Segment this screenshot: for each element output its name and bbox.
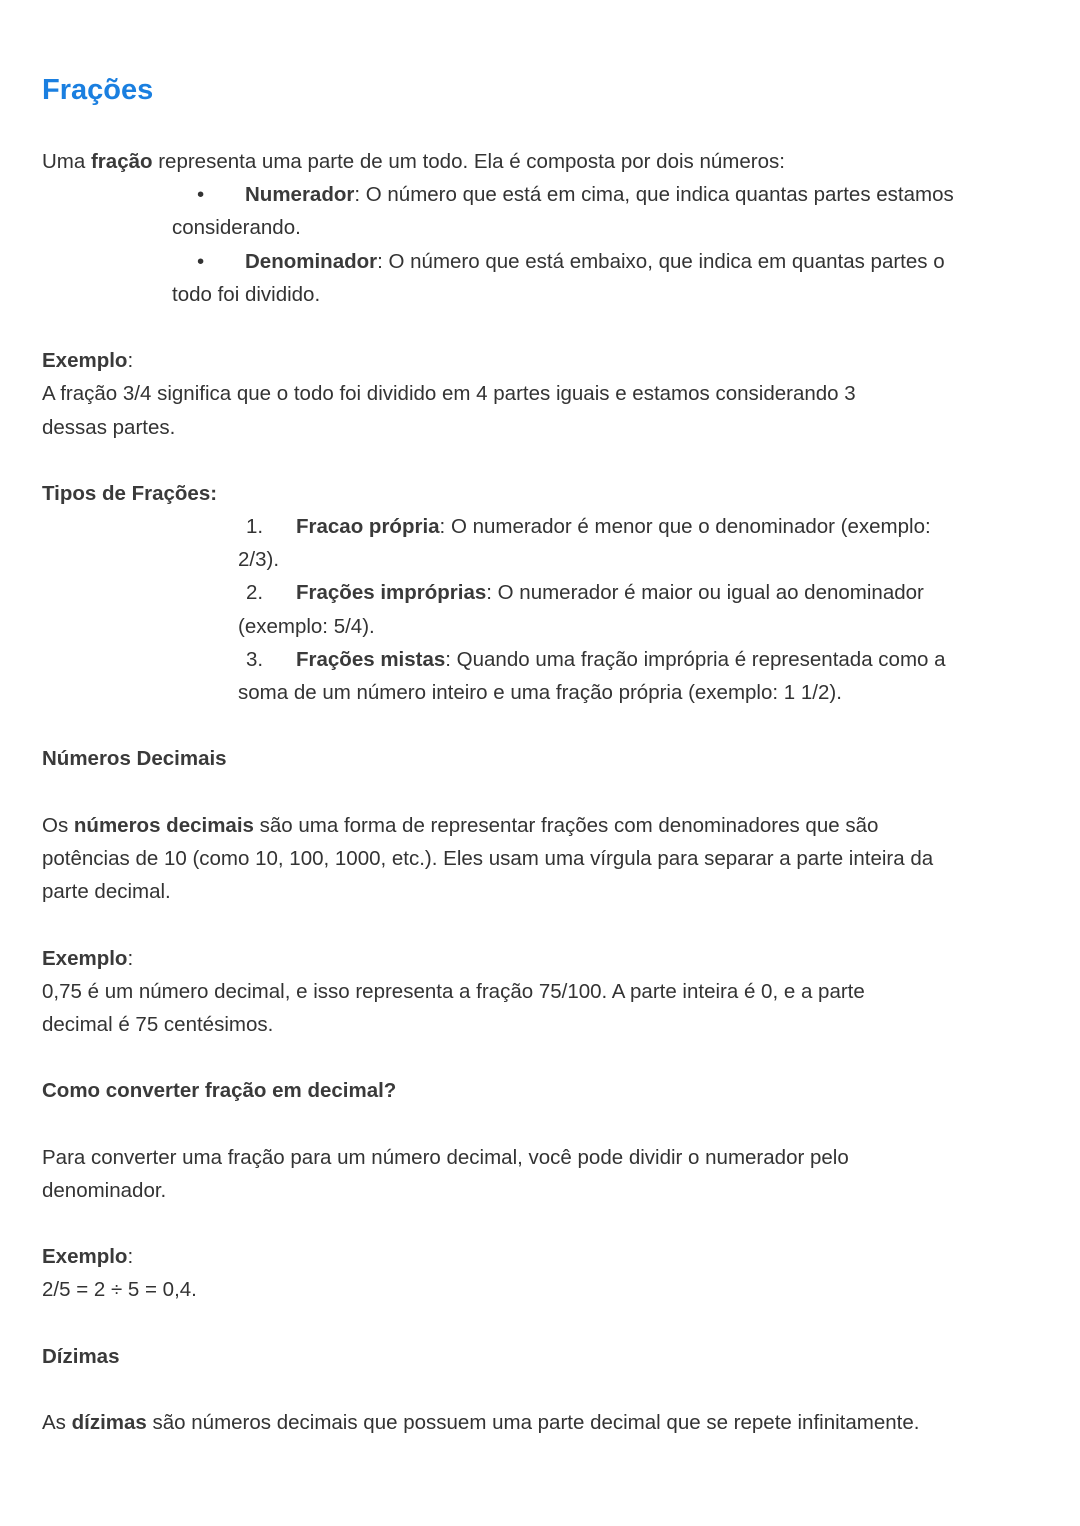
intro-text: Uma bbox=[42, 150, 91, 173]
example-text: dessas partes. bbox=[42, 415, 176, 439]
list-continuation: 2/3). bbox=[238, 548, 280, 572]
list-text: : O numerador é menor que o denominador (exemplo: bbox=[439, 515, 931, 539]
example-label: Exemplo bbox=[42, 946, 128, 970]
decimals-heading: Números Decimais bbox=[42, 747, 227, 771]
colon: : bbox=[127, 946, 134, 970]
bullet-item-denominador bbox=[42, 245, 1050, 278]
example-label: Exemplo bbox=[42, 349, 128, 373]
convert-text: denominador. bbox=[42, 1178, 167, 1202]
example-heading bbox=[42, 1240, 1050, 1273]
list-number: 1. bbox=[246, 515, 264, 539]
bullet-continuation: considerando. bbox=[172, 216, 301, 240]
list-continuation: soma de um número inteiro e uma fração própria (exemplo: 1 1/2). bbox=[238, 681, 842, 704]
list-text: : O numerador é maior ou igual ao denominador bbox=[486, 581, 924, 605]
bullet-label: Denominador bbox=[245, 249, 378, 273]
dizimas-paragraph bbox=[42, 1406, 1050, 1439]
bullet-text: : O número que está em cima, que indica quantas partes estamos bbox=[354, 183, 954, 207]
text: As bbox=[42, 1411, 72, 1435]
list-item bbox=[42, 643, 1050, 676]
list-label: Frações impróprias bbox=[296, 581, 487, 605]
example-text: decimal é 75 centésimos. bbox=[42, 1012, 274, 1036]
dizimas-heading: Dízimas bbox=[42, 1344, 120, 1368]
text: são números decimais que possuem uma parte decimal que se repete infinitamente. bbox=[146, 1411, 920, 1435]
bullet-icon: • bbox=[197, 183, 205, 207]
example-text: 0,75 é um número decimal, e isso representa a fração 75/100. A parte inteira é 0, e a parte bbox=[42, 979, 865, 1003]
colon: : bbox=[127, 349, 134, 373]
list-number: 2. bbox=[246, 581, 264, 605]
example-heading bbox=[42, 344, 1050, 377]
bullet-item-numerador bbox=[42, 178, 1050, 211]
bullet-icon: • bbox=[197, 249, 205, 273]
intro-text-rest: representa uma parte de um todo. Ela é composta por dois números: bbox=[152, 150, 785, 173]
list-continuation: (exemplo: 5/4). bbox=[238, 614, 375, 638]
decimals-paragraph-line: potências de 10 (como 10, 100, 1000, etc.). Eles usam uma vírgula para separar a parte inteira da bbox=[42, 846, 934, 870]
intro-paragraph bbox=[42, 145, 1050, 178]
list-text: : Quando uma fração imprópria é representada como a bbox=[445, 647, 946, 671]
types-heading: Tipos de Frações: bbox=[42, 481, 218, 505]
convert-heading: Como converter fração em decimal? bbox=[42, 1079, 397, 1103]
list-number: 3. bbox=[246, 647, 264, 671]
page-title: Frações bbox=[42, 74, 154, 106]
example-heading bbox=[42, 942, 1050, 975]
intro-bold: fração bbox=[90, 150, 153, 173]
text: são uma forma de representar frações com denominadores que são bbox=[253, 813, 879, 837]
text: Os bbox=[42, 813, 74, 837]
bullet-text: : O número que está embaixo, que indica em quantas partes o bbox=[377, 249, 945, 273]
bullet-label: Numerador bbox=[245, 183, 355, 207]
list-label: Frações mistas bbox=[296, 647, 446, 671]
bold-term: dízimas bbox=[71, 1411, 147, 1435]
example-label: Exemplo bbox=[42, 1245, 128, 1269]
example-text: 2/5 = 2 ÷ 5 = 0,4. bbox=[42, 1278, 197, 1302]
list-label: Fracao própria bbox=[296, 515, 440, 539]
document-body bbox=[42, 145, 1050, 1439]
list-item bbox=[42, 510, 1050, 543]
convert-text: Para converter uma fração para um número decimal, você pode dividir o numerador pelo bbox=[42, 1145, 849, 1169]
decimals-paragraph bbox=[42, 809, 1050, 842]
bullet-continuation: todo foi dividido. bbox=[172, 282, 321, 306]
bold-term: números decimais bbox=[73, 813, 254, 837]
example-text: A fração 3/4 significa que o todo foi dividido em 4 partes iguais e estamos considerando 3 bbox=[42, 382, 856, 406]
list-item bbox=[42, 576, 1050, 609]
colon: : bbox=[127, 1245, 134, 1269]
decimals-paragraph-line: parte decimal. bbox=[42, 880, 171, 904]
